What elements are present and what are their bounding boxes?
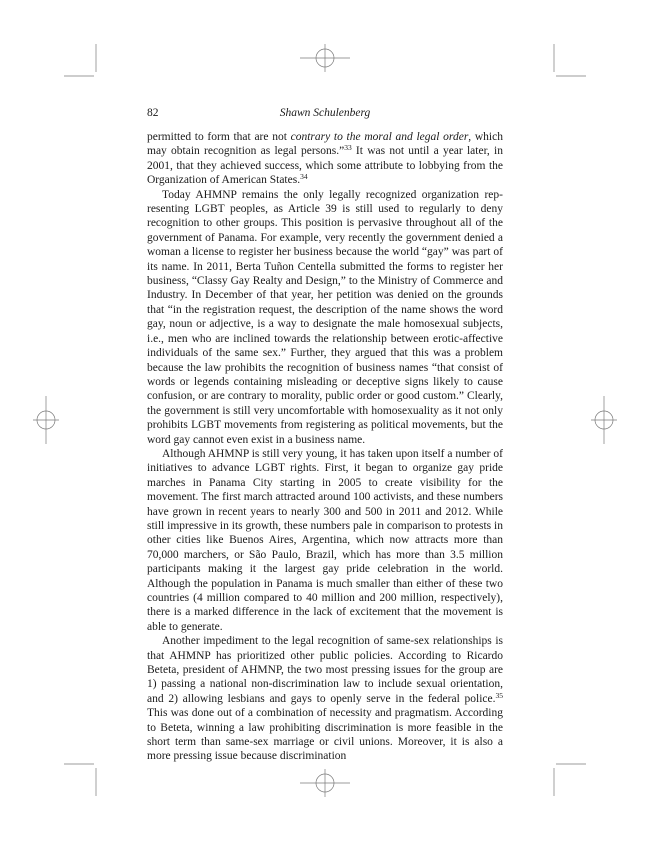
registration-mark-bottom (300, 769, 350, 797)
registration-mark-left (33, 396, 59, 444)
emphasis-text: contrary to the moral and legal order (290, 131, 469, 143)
page-header (147, 107, 503, 127)
running-head: Shawn Schulenberg (279, 107, 371, 119)
footnote-reference: 34 (300, 172, 308, 182)
paragraph-text: , which may obtain recognition as legal persons.” (147, 131, 503, 158)
paragraph-text: Although AHMNP is still very young, it has taken upon itself a number of initiatives to advance LGBT rights. First, it began to organize gay pride marches in Panama City starting in 2005 to create visibility for the movement. The first march attracted around 100 activists, and these numbers have grown in recent years to nearly 300 and 500 in 2011 and 2012. While still impressive in its growth, these numbers pale in comparison to protests in other cities like Buenos Aires, Argentina, which now attracts more than 70,000 marchers, or São Paulo, Brazil, which has more than 3.5 million participants making it the largest gay pride celebration in the world. Although the population in Panama is much smaller than either of these two countries (4 million compared to 40 million and 200 million, respectively), there is a marked difference in the lack of excitement that the movement is able to generate. (147, 447, 503, 633)
footnote-reference: 33 (344, 143, 352, 153)
paragraph (147, 447, 503, 634)
paragraph (147, 634, 503, 764)
registration-mark-right (591, 396, 617, 444)
body-text (147, 130, 503, 764)
page-number: 82 (147, 107, 159, 119)
paragraph-text: Another impediment to the legal recognition of same-sex relationships is that AHMNP has prioritized other public policies. According to Ricardo Beteta, president of AHMNP, the two most pressing issues for the group are 1) passing a national non-discrimination law to include sexual orientation, and 2) allowing lesbians and gays to openly serve in the federal police. (147, 635, 503, 705)
paragraph-text: permitted to form that are not (147, 131, 291, 143)
registration-mark-top (300, 44, 350, 72)
footnote-reference: 35 (495, 690, 503, 700)
paragraph (147, 130, 503, 188)
paragraph (147, 188, 503, 447)
paragraph-text: It was not until a year later, in 2001, that they achieved success, which some attribute to lobbying from the Organization of American States. (147, 145, 503, 187)
paragraph-text: This was done out of a combination of necessity and pragmatism. According to Beteta, winning a law prohibiting discrimination is more feasible in the short term than same-sex marriage or civil unions. Moreover, it is also a more pressing issue because discrimination (147, 707, 503, 763)
paragraph-text: Today AHMNP remains the only legally recognized organization representing LGBT peoples, as Article 39 is still used to regularly to deny recognition to other groups. This position is pervasive throughout all of the government of Panama. For example, very recently the government denied a woman a license to register her business because the world “gay” was part of its name. In 2011, Berta Tuñon Centella submitted the forms to register her business, “Classy Gay Realty and Design,” to the Ministry of Commerce and Industry. In December of that year, her petition was denied on the grounds that “in the registration request, the description of the name shows the word gay, noun or adjective, is a way to designate the male homosexual subjects, i.e., men who are inclined towards the relationship between erotic-affective individuals of the same sex.” Further, they argued that this was a problem because the law prohibits the recognition of business names “that consist of words or legends containing misleading or deceptive signs likely to cause confusion, or are contrary to morality, public order or good custom.” Clearly, the government is still very uncomfortable with homosexuality as it not only prohibits LGBT movements from registering as political movements, but the word gay cannot even exist in a business name. (147, 188, 503, 446)
